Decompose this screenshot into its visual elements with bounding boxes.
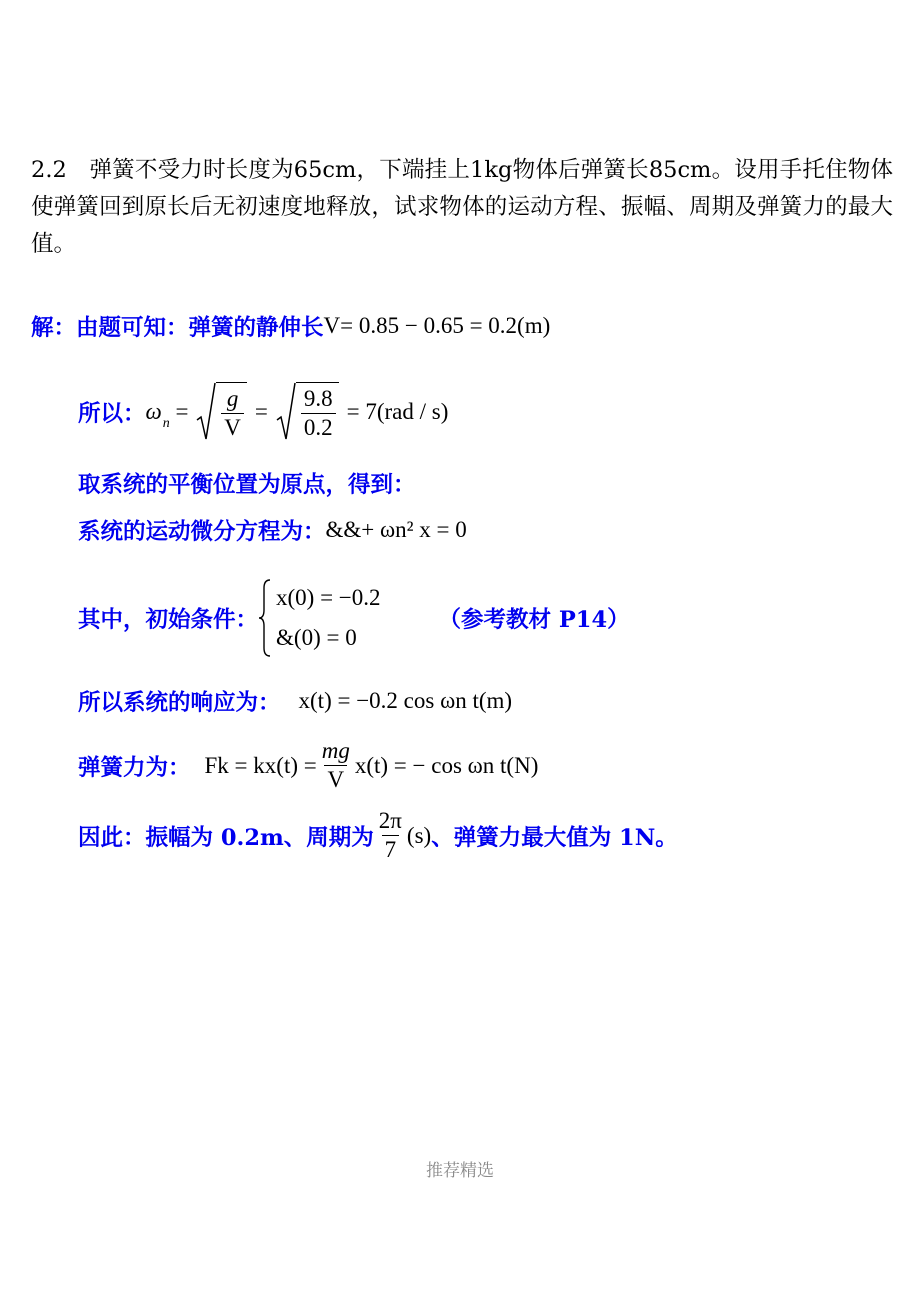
frac-g: g (226, 386, 239, 411)
conclusion-label-b: 、弹簧力最大值为 1N。 (431, 824, 678, 851)
textbook-reference: （参考教材 P14） (438, 607, 630, 633)
differential-equation-label: 系统的运动微分方程为： (78, 519, 326, 545)
frac-delta: V (221, 413, 244, 441)
spring-force-equation (205, 738, 539, 793)
initial-conditions-system (258, 578, 381, 658)
period-expression (374, 808, 431, 863)
initial-velocity: &(0) = 0 (276, 625, 357, 650)
initial-conditions-label: 其中，初始条件： (78, 607, 259, 633)
solution-line-3 (78, 467, 416, 499)
solution-line-6 (78, 685, 512, 717)
response-equation: x(t) = −0.2 cos ωn t(m) (298, 688, 513, 713)
omega-n-result: = 7(rad / s) (346, 399, 449, 424)
spring-force-label: 弹簧力为： (78, 754, 191, 781)
conclusion-label-a: 因此：振幅为 0.2m、周期为 (78, 824, 374, 851)
equals-sign: = (254, 399, 268, 424)
natural-frequency-equation (146, 382, 449, 442)
response-label: 所以系统的响应为： (78, 690, 281, 716)
frac-delta-2: V (324, 765, 347, 793)
frac-9-8: 9.8 (303, 386, 333, 411)
therefore-label: 所以： (78, 401, 146, 427)
solution-line-8 (78, 808, 678, 863)
left-brace-icon (258, 578, 272, 658)
equilibrium-origin-text: 取系统的平衡位置为原点，得到： (78, 472, 416, 498)
frac-2pi: 2π (378, 808, 402, 833)
frac-mg: mg (321, 738, 350, 763)
spring-force-rhs: x(t) = − cos ωn t(N) (354, 752, 539, 778)
page-footer: 推荐精选 (426, 1161, 494, 1181)
problem-statement: 2.2 弹簧不受力时长度为65cm，下端挂上1kg物体后弹簧长85cm。设用手托住物体使弹簧回到原长后无初速度地释放，试求物体的运动方程、振幅、周期及弹簧力的最大值。 (31, 157, 893, 257)
solution-line-2 (78, 382, 448, 442)
sqrt-g-over-delta (196, 382, 247, 442)
frac-0-2: 0.2 (301, 413, 336, 441)
solution-line-7 (78, 738, 538, 793)
solution-intro-label: 解：由题可知：弹簧的静伸长 (31, 315, 324, 341)
initial-displacement: x(0) = −0.2 (276, 585, 381, 610)
differential-equation: &&+ ωn² x = 0 (325, 517, 467, 542)
solution-line-5 (78, 578, 630, 658)
period-unit: (s) (406, 822, 432, 848)
solution-line-4 (78, 514, 467, 546)
static-elongation-equation: V= 0.85 − 0.65 = 0.2(m) (323, 313, 551, 338)
omega-n-lhs: $\omega_n$ = (145, 399, 195, 431)
frac-7: 7 (382, 835, 400, 863)
spring-force-lhs: Fk = kx(t) = (204, 752, 317, 778)
sqrt-numeric (276, 382, 339, 442)
solution-line-1 (31, 310, 550, 342)
